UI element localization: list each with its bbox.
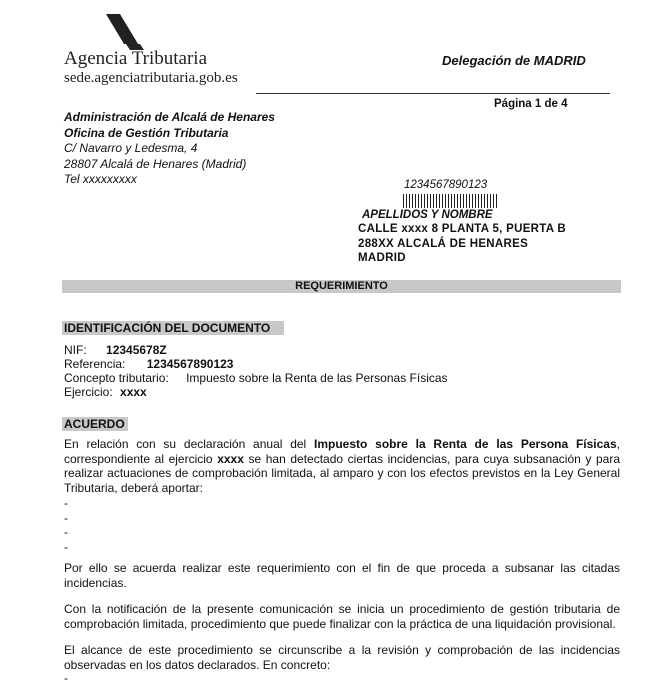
org-url: sede.agenciatributaria.gob.es (64, 70, 238, 86)
barcode-icon (403, 194, 497, 208)
nif-row (64, 343, 167, 357)
p1-text-c: , correspondiente al ejercicio (64, 437, 620, 466)
list-item-dash: - (64, 496, 68, 510)
delegacion: Delegación de MADRID (442, 53, 586, 68)
nif-label: NIF: (64, 343, 87, 357)
p1-text-b: Impuesto sobre la Renta de las Persona Físicas (314, 437, 617, 451)
list-item-dash: - (64, 671, 68, 685)
issuer-line-1: Administración de Alcalá de Henares (64, 110, 275, 124)
page-number: Página 1 de 4 (494, 98, 568, 110)
section-heading-acuerdo: ACUERDO (62, 417, 128, 431)
list-item-dash: - (64, 511, 68, 525)
issuer-line-2: Oficina de Gestión Tributaria (64, 125, 229, 140)
acuerdo-paragraph-2: Por ello se acuerda realizar este requerimiento con el fin de que proceda a subsanar las citadas incidencias. (64, 561, 620, 590)
recipient-address-2: 288XX ALCALÁ DE HENARES (358, 237, 529, 250)
ejercicio-label: Ejercicio: (64, 385, 113, 399)
recipient-address-1: CALLE xxxx 8 PLANTA 5, PUERTA B (358, 223, 567, 235)
issuer-line-4: 28807 Alcalá de Henares (Madrid) (64, 156, 247, 171)
document-title: REQUERIMIENTO (295, 280, 388, 292)
concepto-label: Concepto tributario: (64, 371, 169, 385)
agencia-tributaria-logo-icon (100, 14, 144, 50)
ejercicio-value: xxxx (120, 385, 147, 399)
issuer-address (64, 110, 275, 188)
list-item-dash: - (64, 525, 68, 539)
acuerdo-paragraph-4: El alcance de este procedimiento se circunscribe a la revisión y comprobación de las incidencias observadas en los datos declarados. En concreto: (64, 643, 620, 672)
issuer-line-3: C/ Navarro y Ledesma, 4 (64, 141, 198, 155)
issuer-line-5: Tel xxxxxxxxx (64, 172, 137, 186)
referencia-value: 12345678901​23 (146, 357, 234, 371)
p1-text-d: xxxx (217, 451, 244, 466)
recipient-code: 12345678901​23 (404, 179, 488, 191)
concepto-row (64, 371, 448, 385)
acuerdo-paragraph-1 (64, 437, 620, 495)
concepto-value: Impuesto sobre la Renta de las Personas Físicas (186, 371, 448, 385)
referencia-row (64, 357, 233, 371)
list-item-dash: - (64, 540, 68, 554)
p1-text-e: se han detectado ciertas incidencias, para cuya subsanación y para realizar actuaciones de comprobación limitada, al amparo y con los efectos previstos en la Ley General Tributaria, deberá aportar: (64, 451, 620, 495)
document-title-bar (62, 280, 621, 293)
ejercicio-row (64, 385, 147, 399)
header-divider (256, 93, 610, 94)
acuerdo-paragraph-3: Con la notificación de la presente comunicación se inicia un procedimiento de gestión tributaria de comprobación limitada, procedimiento que puede finalizar con la práctica de una liquidación provisional. (64, 602, 620, 631)
p1-text-a: En relación con su declaración anual del (64, 437, 315, 451)
recipient-address (358, 178, 566, 266)
recipient-address-3: MADRID (358, 252, 406, 264)
section-heading-identificacion: IDENTIFICACIÓN DEL DOCUMENTO (62, 321, 284, 335)
org-name: Agencia Tributaria (64, 48, 208, 69)
recipient-name: APELLIDOS Y NOMBRE (362, 208, 493, 221)
nif-value: 12345678Z (106, 343, 167, 357)
referencia-label: Referencia: (64, 357, 126, 371)
